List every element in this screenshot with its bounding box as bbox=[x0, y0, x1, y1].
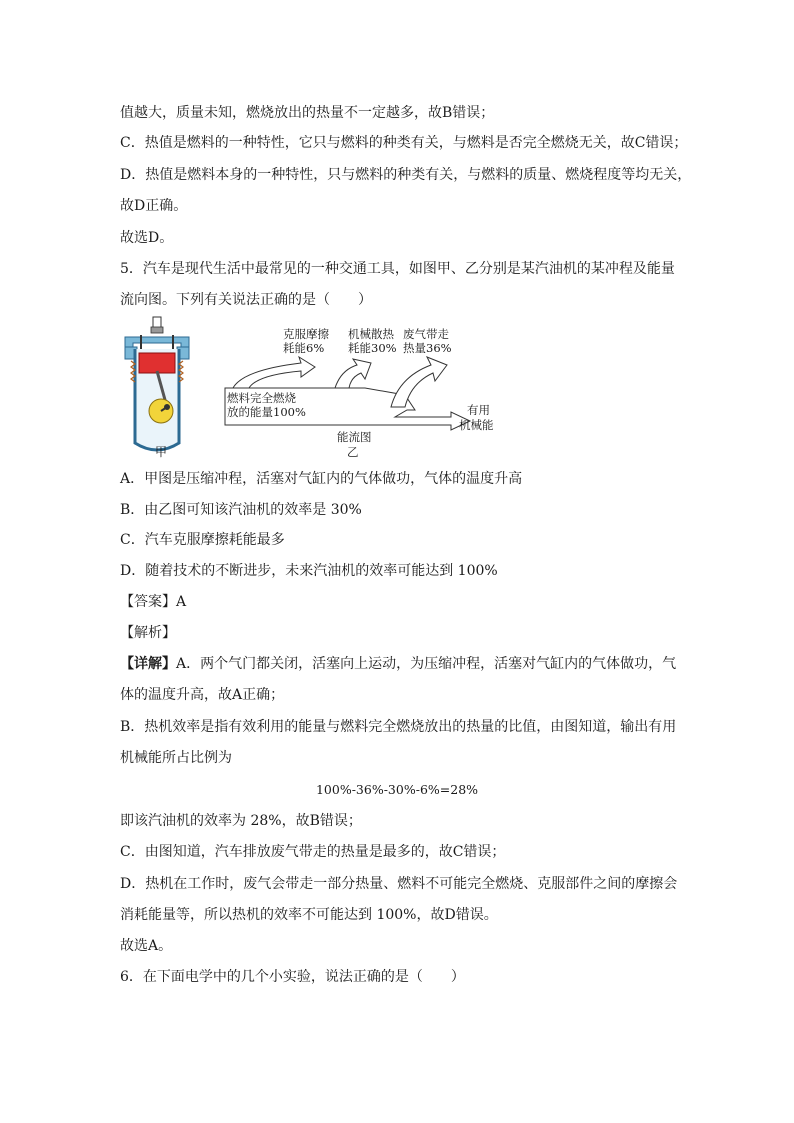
output-energy-label: 有用 bbox=[467, 403, 490, 417]
text-line: 即该汽油机的效率为 28%，故B错误； bbox=[120, 813, 362, 829]
equation: 100%-36%-30%-6%=28% bbox=[315, 782, 479, 797]
loss-exhaust-label: 废气带走 bbox=[403, 327, 449, 341]
detail-line: 机械能所占比例为 bbox=[120, 750, 232, 766]
loss-friction-value: 耗能6% bbox=[283, 341, 325, 355]
flow-loss-friction-arrow bbox=[233, 357, 315, 388]
option-d: D．随着技术的不断进步，未来汽油机的效率可能达到 100% bbox=[120, 563, 498, 579]
detail-text: A．两个气门都关闭，活塞向上运动，为压缩冲程，活塞对气缸内的气体做功，气 bbox=[176, 656, 677, 672]
loss-exhaust-value: 热量36% bbox=[403, 341, 452, 355]
input-energy-value: 放的能量100% bbox=[227, 405, 306, 419]
analysis-heading: 【解析】 bbox=[120, 625, 176, 641]
text-line: D．热机在工作时，废气会带走一部分热量、燃料不可能完全燃烧、克服部件之间的摩擦会 bbox=[120, 876, 678, 892]
option-b: B．由乙图可知该汽油机的效率是 30% bbox=[120, 502, 362, 518]
engine-cylinder-diagram bbox=[125, 317, 189, 450]
text-line: 值越大，质量未知，燃烧放出的热量不一定越多，故B错误； bbox=[120, 105, 495, 121]
text-line: C．由图知道，汽车排放废气带走的热量是最多的，故C错误； bbox=[120, 844, 506, 860]
question-6-stem: 6．在下面电学中的几个小实验，说法正确的是（ ） bbox=[120, 969, 465, 985]
question-5-stem: 流向图。下列有关说法正确的是（ ） bbox=[120, 292, 372, 308]
question-5-figure bbox=[115, 315, 515, 465]
flow-loss-heat-arrow bbox=[335, 359, 371, 388]
engine-caption: 甲 bbox=[155, 445, 168, 459]
input-energy-label: 燃料完全燃烧 bbox=[227, 391, 296, 405]
flow-caption-2: 乙 bbox=[347, 445, 359, 459]
question-5-stem: 5．汽车是现代生活中最常见的一种交通工具，如图甲、乙分别是某汽油机的某冲程及能量 bbox=[120, 261, 675, 277]
answer: 【答案】A bbox=[120, 594, 187, 610]
loss-heat-label: 机械散热 bbox=[348, 327, 394, 341]
text-line: D．热值是燃料本身的一种特性，只与燃料的种类有关，与燃料的质量、燃烧程度等均无关， bbox=[120, 167, 692, 183]
flow-caption: 能流图 bbox=[337, 430, 372, 444]
text-line: 故D正确。 bbox=[120, 198, 188, 214]
flow-loss-exhaust-arrow bbox=[391, 357, 447, 407]
detail-line: 体的温度升高，故A正确； bbox=[120, 687, 285, 703]
loss-heat-value: 耗能30% bbox=[348, 341, 397, 355]
output-energy-label-2: 机械能 bbox=[459, 418, 494, 432]
text-line: 故选D。 bbox=[120, 230, 174, 246]
text-line: 消耗能量等，所以热机的效率不可能达到 100%，故D错误。 bbox=[120, 907, 498, 923]
detail-label: 【详解】 bbox=[120, 656, 176, 672]
detail-line: B．热机效率是指有效利用的能量与燃料完全燃烧放出的热量的比值，由图知道，输出有用 bbox=[120, 719, 677, 735]
option-a: A．甲图是压缩冲程，活塞对气缸内的气体做功，气体的温度升高 bbox=[120, 471, 523, 487]
text-line: 故选A。 bbox=[120, 938, 173, 954]
detail-line bbox=[120, 655, 676, 673]
text-line: C．热值是燃料的一种特性，它只与燃料的种类有关，与燃料是否完全燃烧无关，故C错误； bbox=[120, 135, 688, 151]
option-c: C．汽车克服摩擦耗能最多 bbox=[120, 532, 285, 548]
loss-friction-label: 克服摩擦 bbox=[283, 327, 329, 341]
